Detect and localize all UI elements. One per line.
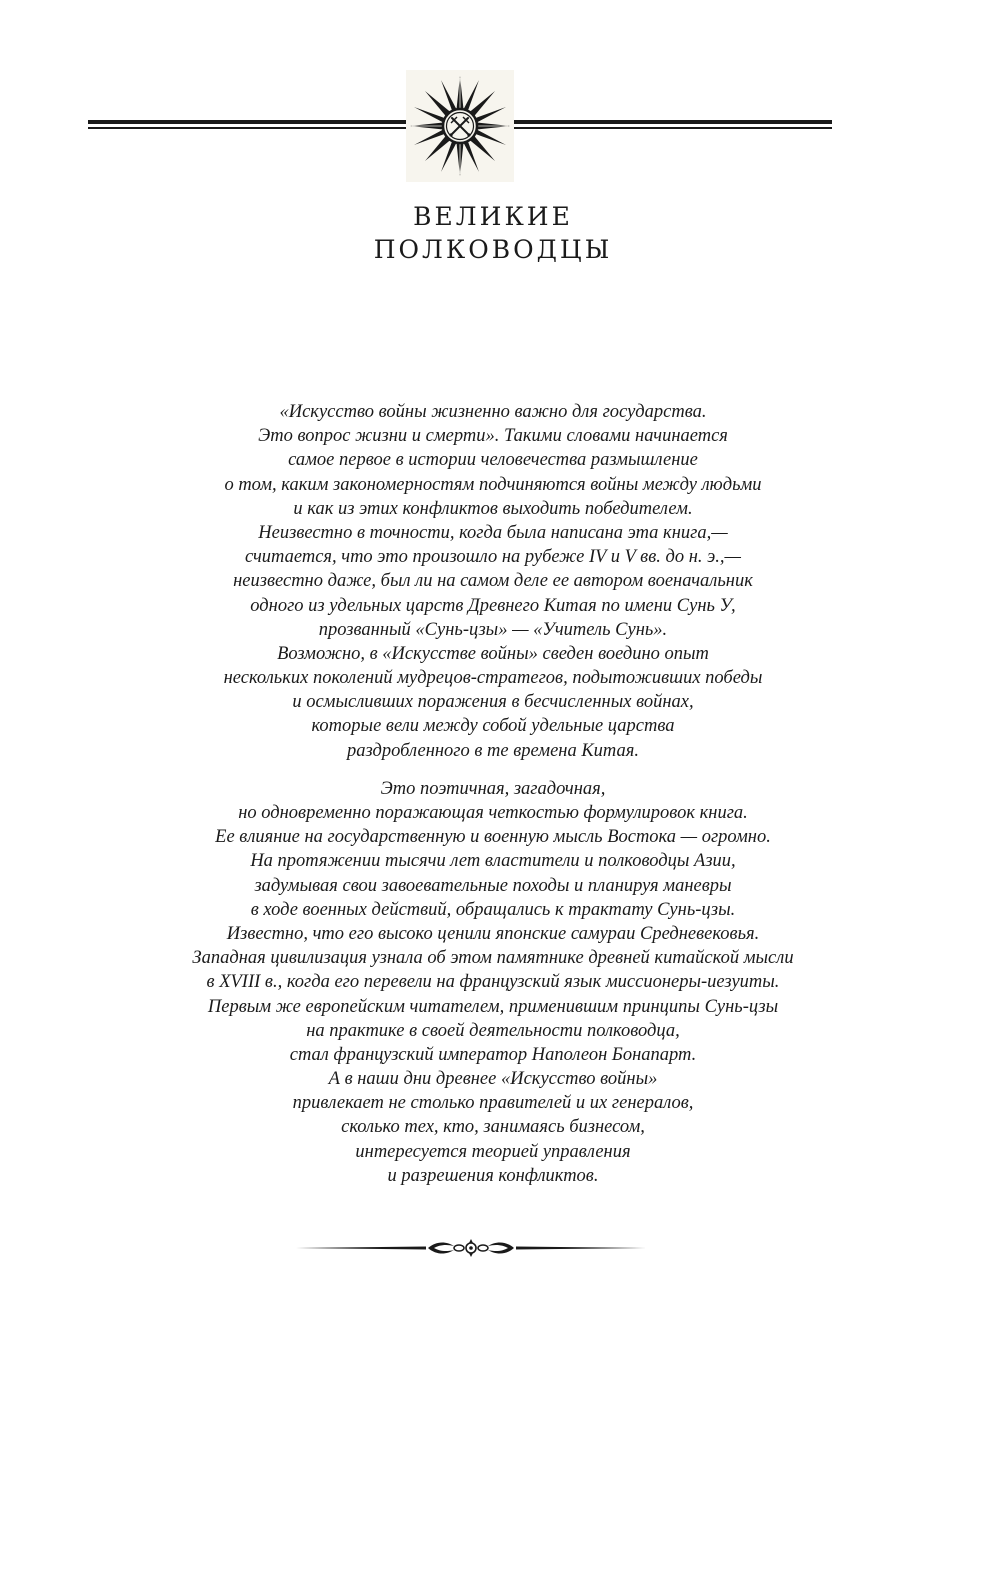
series-title (0, 200, 986, 266)
text-line: в ходе военных действий, обращались к трактату Сунь-цзы. (250, 899, 736, 920)
text-line: нескольких поколений мудрецов-стратегов, подытоживших победы (223, 668, 763, 689)
text-line: стал французский император Наполеон Бонапарт. (289, 1044, 697, 1065)
text-line: «Искусство войны жизненно важно для государства. (279, 402, 707, 422)
series-title-line1: ВЕЛИКИЕ (413, 202, 573, 231)
text-line: А в наши дни древнее «Искусство войны» (328, 1069, 658, 1090)
paragraph-2 (60, 777, 926, 1188)
text-line: задумывая свои завоевательные походы и планируя маневры (254, 875, 732, 896)
series-title-line2: ПОЛКОВОДЦЫ (373, 235, 613, 264)
text-line: неизвестно даже, был ли на самом деле ее автором военачальник (233, 571, 753, 592)
star-order-crossed-swords-icon (406, 70, 514, 182)
header-rule-left (88, 120, 406, 130)
text-line: Западная цивилизация узнала об этом памятнике древней китайской мысли (192, 948, 794, 969)
text-line: Ее влияние на государственную и военную мысль Востока — огромно. (215, 827, 771, 848)
text-line: На протяжении тысячи лет властители и полководцы Азии, (250, 851, 736, 872)
text-line: интересуется теорией управления (355, 1141, 631, 1162)
text-line: сколько тех, кто, занимаясь бизнесом, (341, 1117, 645, 1138)
text-line: самое первое в истории человечества размышление (288, 450, 698, 471)
text-line: Неизвестно в точности, когда была написана эта книга,— (258, 522, 728, 543)
text-line: считается, что это произошло на рубеже IV и V вв. до н. э.,— (244, 547, 741, 568)
description-text (60, 400, 926, 1188)
text-line: и как из этих конфликтов выходить победителем. (293, 498, 693, 519)
decorative-flourish-divider-icon (296, 1236, 646, 1260)
text-line: о том, каким закономерностям подчиняются войны между людьми (224, 474, 762, 495)
text-line: Известно, что его высоко ценили японские самураи Средневековья. (226, 923, 760, 944)
text-line: Возможно, в «Искусстве войны» сведен воедино опыт (277, 643, 709, 664)
text-line: и разрешения конфликтов. (387, 1165, 599, 1186)
text-line: но одновременно поражающая четкостью формулировок книга. (238, 803, 748, 823)
text-line: привлекает не столько правителей и их генералов, (292, 1093, 694, 1114)
text-line: которые вели между собой удельные царства (311, 716, 675, 737)
text-line: и осмысливших поражения в бесчисленных войнах, (292, 692, 694, 713)
text-line: Это поэтичная, загадочная, (380, 778, 606, 799)
text-line: Первым же европейским читателем, применившим принципы Сунь-цзы (207, 996, 779, 1017)
text-line: на практике в своей деятельности полководца, (306, 1020, 680, 1041)
text-line: одного из удельных царств Древнего Китая по имени Сунь У, (250, 595, 736, 616)
paragraph-1 (60, 400, 926, 763)
text-line: в XVIII в., когда его перевели на французский язык миссионеры-иезуиты. (206, 972, 780, 993)
header-rule-right (514, 120, 832, 130)
text-line: прозванный «Сунь-цзы» — «Учитель Сунь». (318, 619, 668, 640)
text-line: Это вопрос жизни и смерти». Такими словами начинается (258, 426, 728, 447)
text-line: раздробленного в те времена Китая. (347, 740, 639, 761)
